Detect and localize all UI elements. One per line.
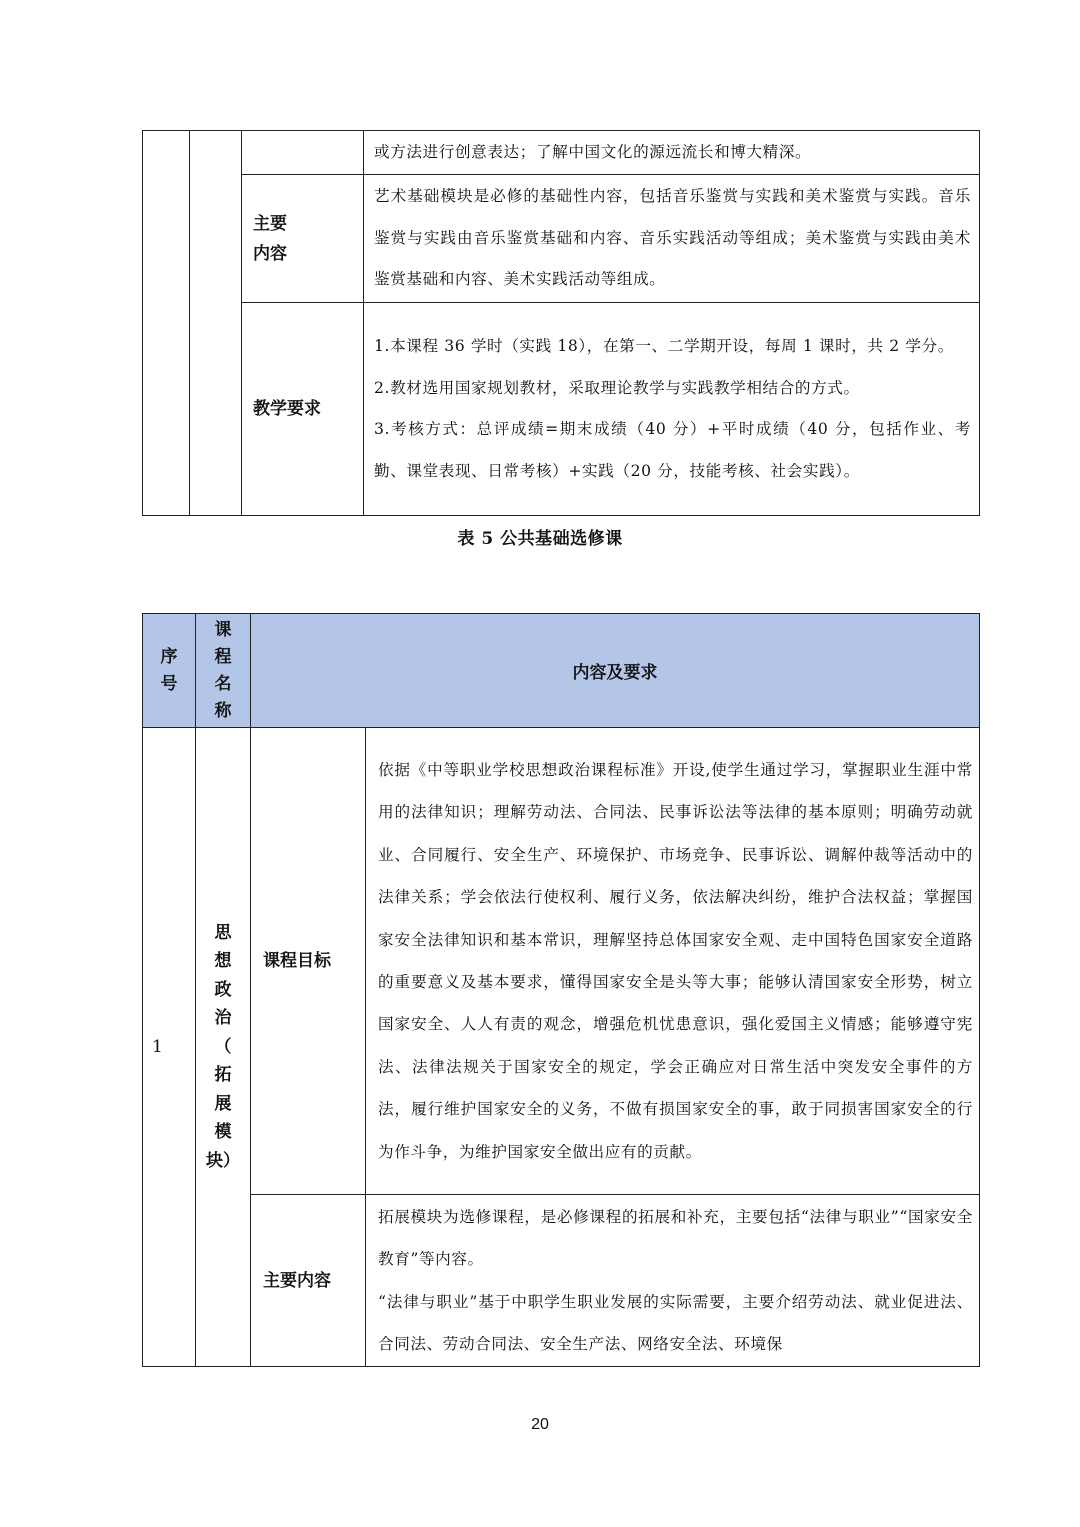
- row-course-name: 思 想 政 治 （ 拓 展 模 块）: [196, 728, 251, 1367]
- main-content-label: 主要内容: [251, 1195, 366, 1367]
- objectives-label: 课程目标: [251, 728, 366, 1195]
- page-number: 20: [531, 1416, 549, 1433]
- header-content-requirements: 内容及要求: [251, 614, 980, 728]
- continuation-content: 或方法进行创意表达；了解中国文化的源远流长和博大精深。: [364, 131, 980, 175]
- course-name-cell-empty: [190, 131, 242, 516]
- label-cell-empty: [242, 131, 364, 175]
- teaching-requirements-label: 教学要求: [242, 303, 364, 516]
- requirement-item: 2.教材选用国家规划教材，采取理论教学与实践教学相结合的方式。: [374, 378, 860, 397]
- main-content-label: 主要 内容: [242, 175, 364, 303]
- header-course-name: 课 程 名 称: [196, 614, 251, 728]
- main-content-paragraph: 拓展模块为选修课程，是必修课程的拓展和补充，主要包括“法律与职业”“国家安全教育”等内容。: [378, 1207, 973, 1269]
- row-index: 1: [143, 728, 196, 1367]
- public-elective-courses-table: [142, 613, 980, 1367]
- main-content-paragraph: “法律与职业”基于中职学生职业发展的实际需要，主要介绍劳动法、就业促进法、合同法、劳动合同法、安全生产法、网络安全法、环境保: [378, 1292, 973, 1353]
- header-index: 序 号: [143, 614, 196, 728]
- art-course-table-continued: [142, 130, 980, 516]
- teaching-requirements-text: [364, 303, 980, 516]
- main-content-text: [366, 1195, 980, 1367]
- requirement-item: 1.本课程 36 学时（实践 18），在第一、二学期开设，每周 1 课时，共 2 学分。: [374, 337, 954, 355]
- requirement-item: 3.考核方式：总评成绩=期末成绩（40 分）+平时成绩（40 分，包括作业、考勤、课堂表现、日常考核）+实践（20 分，技能考核、社会实践）。: [374, 420, 971, 480]
- table-caption: 表 5 公共基础选修课: [457, 529, 623, 549]
- index-cell-empty: [143, 131, 190, 516]
- objectives-text: 依据《中等职业学校思想政治课程标准》开设,使学生通过学习，掌握职业生涯中常用的法律知识；理解劳动法、合同法、民事诉讼法等法律的基本原则；明确劳动就业、合同履行、安全生产、环境保护、市场竞争、民事诉讼、调解仲裁等活动中的法律关系；学会依法行使权利、履行义务，依法解决纠纷，维护合法权益；掌握国家安全法律知识和基本常识，理解坚持总体国家安全观、走中国特色国家安全道路的重要意义及基本要求，懂得国家安全是头等大事；能够认清国家安全形势，树立国家安全、人人有责的观念，增强危机忧患意识，强化爱国主义情感；能够遵守宪法、法律法规关于国家安全的规定，学会正确应对日常生活中突发安全事件的方法，履行维护国家安全的义务，不做有损国家安全的事，敢于同损害国家安全的行为作斗争，为维护国家安全做出应有的贡献。: [366, 728, 980, 1195]
- main-content-text: 艺术基础模块是必修的基础性内容，包括音乐鉴赏与实践和美术鉴赏与实践。音乐鉴赏与实践由音乐鉴赏基础和内容、音乐实践活动等组成；美术鉴赏与实践由美术鉴赏基础和内容、美术实践活动等组成。: [364, 175, 980, 303]
